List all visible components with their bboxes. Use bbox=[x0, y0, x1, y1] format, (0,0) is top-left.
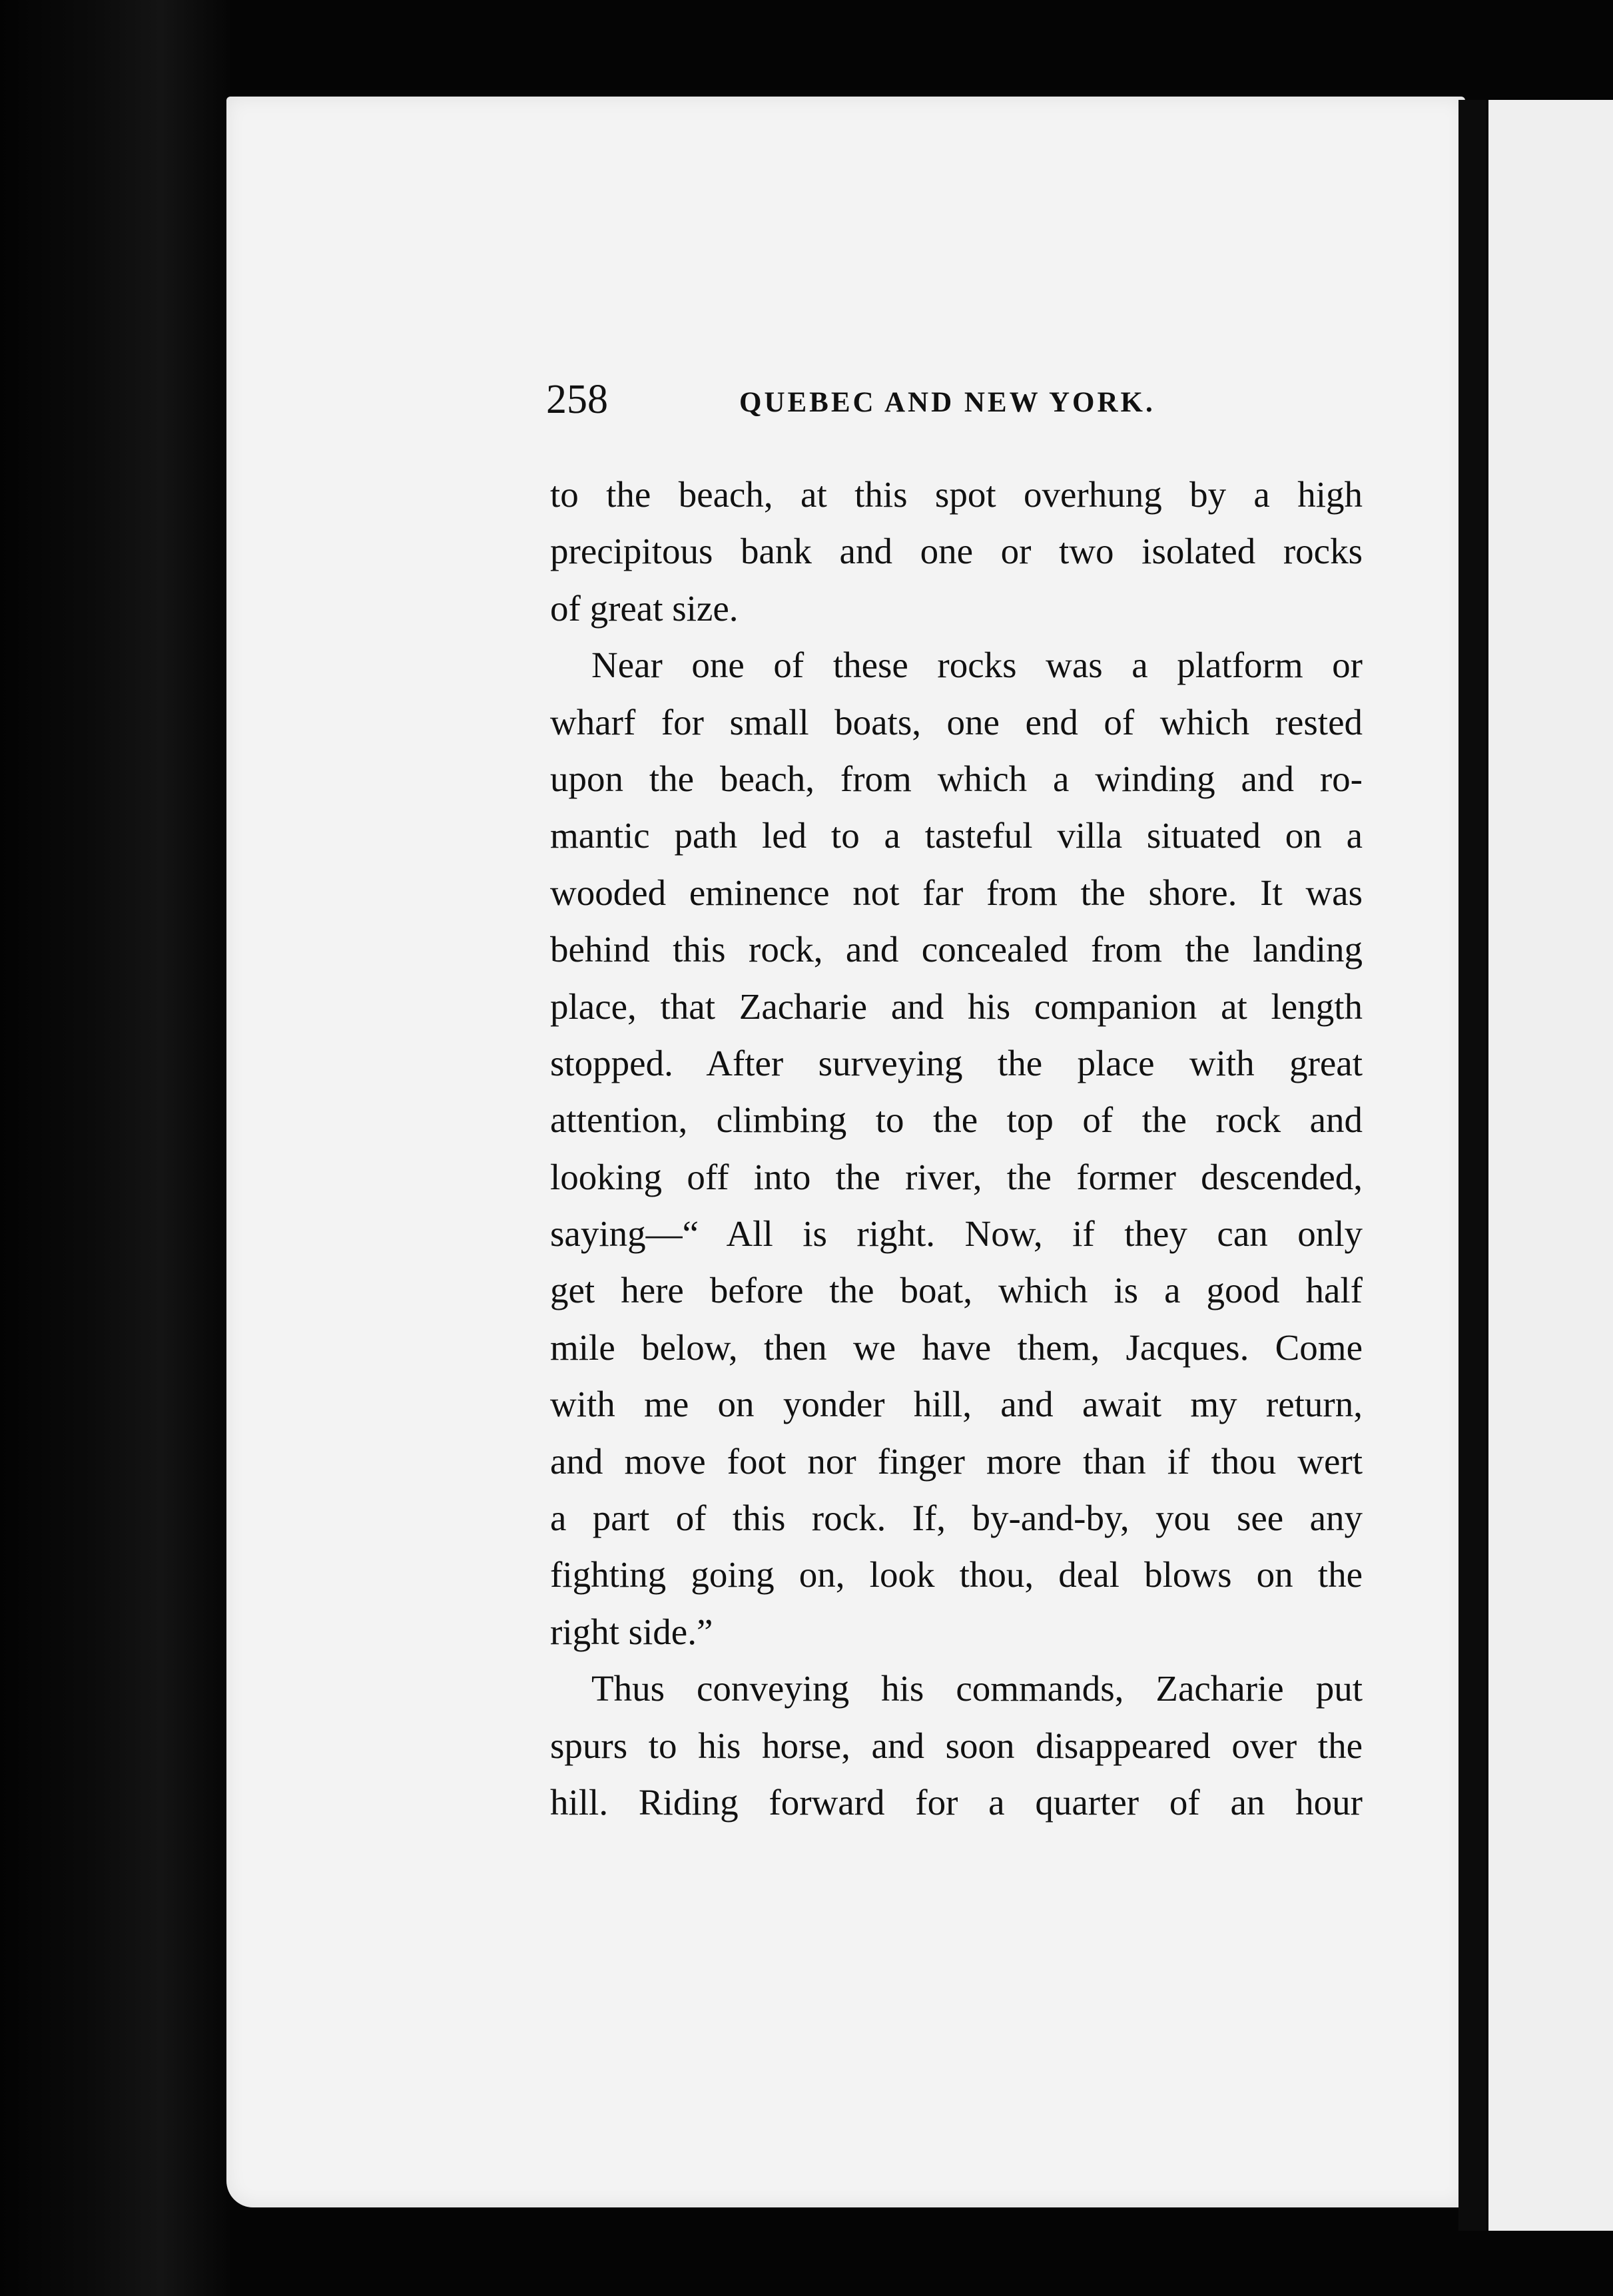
text-line: a part of this rock. If, by-and-by, you see any bbox=[550, 1498, 1363, 1539]
facing-page-edge bbox=[1488, 100, 1613, 2231]
page-gutter-shadow bbox=[1458, 100, 1486, 2231]
text-line: of great size. bbox=[550, 587, 739, 629]
text-line: attention, climbing to the top of the rock and bbox=[550, 1099, 1363, 1141]
text-line: place, that Zacharie and his companion at length bbox=[550, 986, 1363, 1027]
text-line: precipitous bank and one or two isolated rocks bbox=[550, 531, 1363, 572]
paragraph-start-line: Near one of these rocks was a platform or bbox=[591, 645, 1363, 686]
text-line: right side.” bbox=[550, 1611, 713, 1652]
text-line: looking off into the river, the former descended, bbox=[550, 1156, 1363, 1197]
text-line: stopped. After surveying the place with great bbox=[550, 1042, 1363, 1083]
text-line: to the beach, at this spot overhung by a high bbox=[550, 474, 1363, 515]
text-line: with me on yonder hill, and await my return, bbox=[550, 1384, 1363, 1425]
body-text bbox=[550, 466, 1363, 1831]
text-line: hill. Riding forward for a quarter of an hour bbox=[550, 1781, 1363, 1823]
running-head: QUEBEC AND NEW YORK. bbox=[739, 387, 1155, 418]
text-line: mile below, then we have them, Jacques. Come bbox=[550, 1326, 1363, 1368]
text-line: upon the beach, from which a winding and ro- bbox=[550, 758, 1363, 799]
paragraph-start-line: Thus conveying his commands, Zacharie put bbox=[591, 1668, 1363, 1709]
text-line: get here before the boat, which is a good half bbox=[550, 1270, 1363, 1311]
page-number: 258 bbox=[546, 377, 608, 422]
text-line: spurs to his horse, and soon disappeared over the bbox=[550, 1725, 1363, 1766]
text-line: and move foot nor finger more than if thou wert bbox=[550, 1440, 1363, 1482]
text-line: mantic path led to a tasteful villa situated on a bbox=[550, 815, 1363, 856]
page-header bbox=[546, 373, 1365, 426]
book-binding-edge bbox=[0, 0, 230, 2296]
text-line: behind this rock, and concealed from the landing bbox=[550, 929, 1363, 970]
text-line: wharf for small boats, one end of which rested bbox=[550, 701, 1363, 742]
text-line: wooded eminence not far from the shore. It was bbox=[550, 872, 1363, 913]
text-line: saying—“ All is right. Now, if they can only bbox=[550, 1213, 1363, 1255]
text-line: fighting going on, look thou, deal blows on the bbox=[550, 1554, 1363, 1595]
